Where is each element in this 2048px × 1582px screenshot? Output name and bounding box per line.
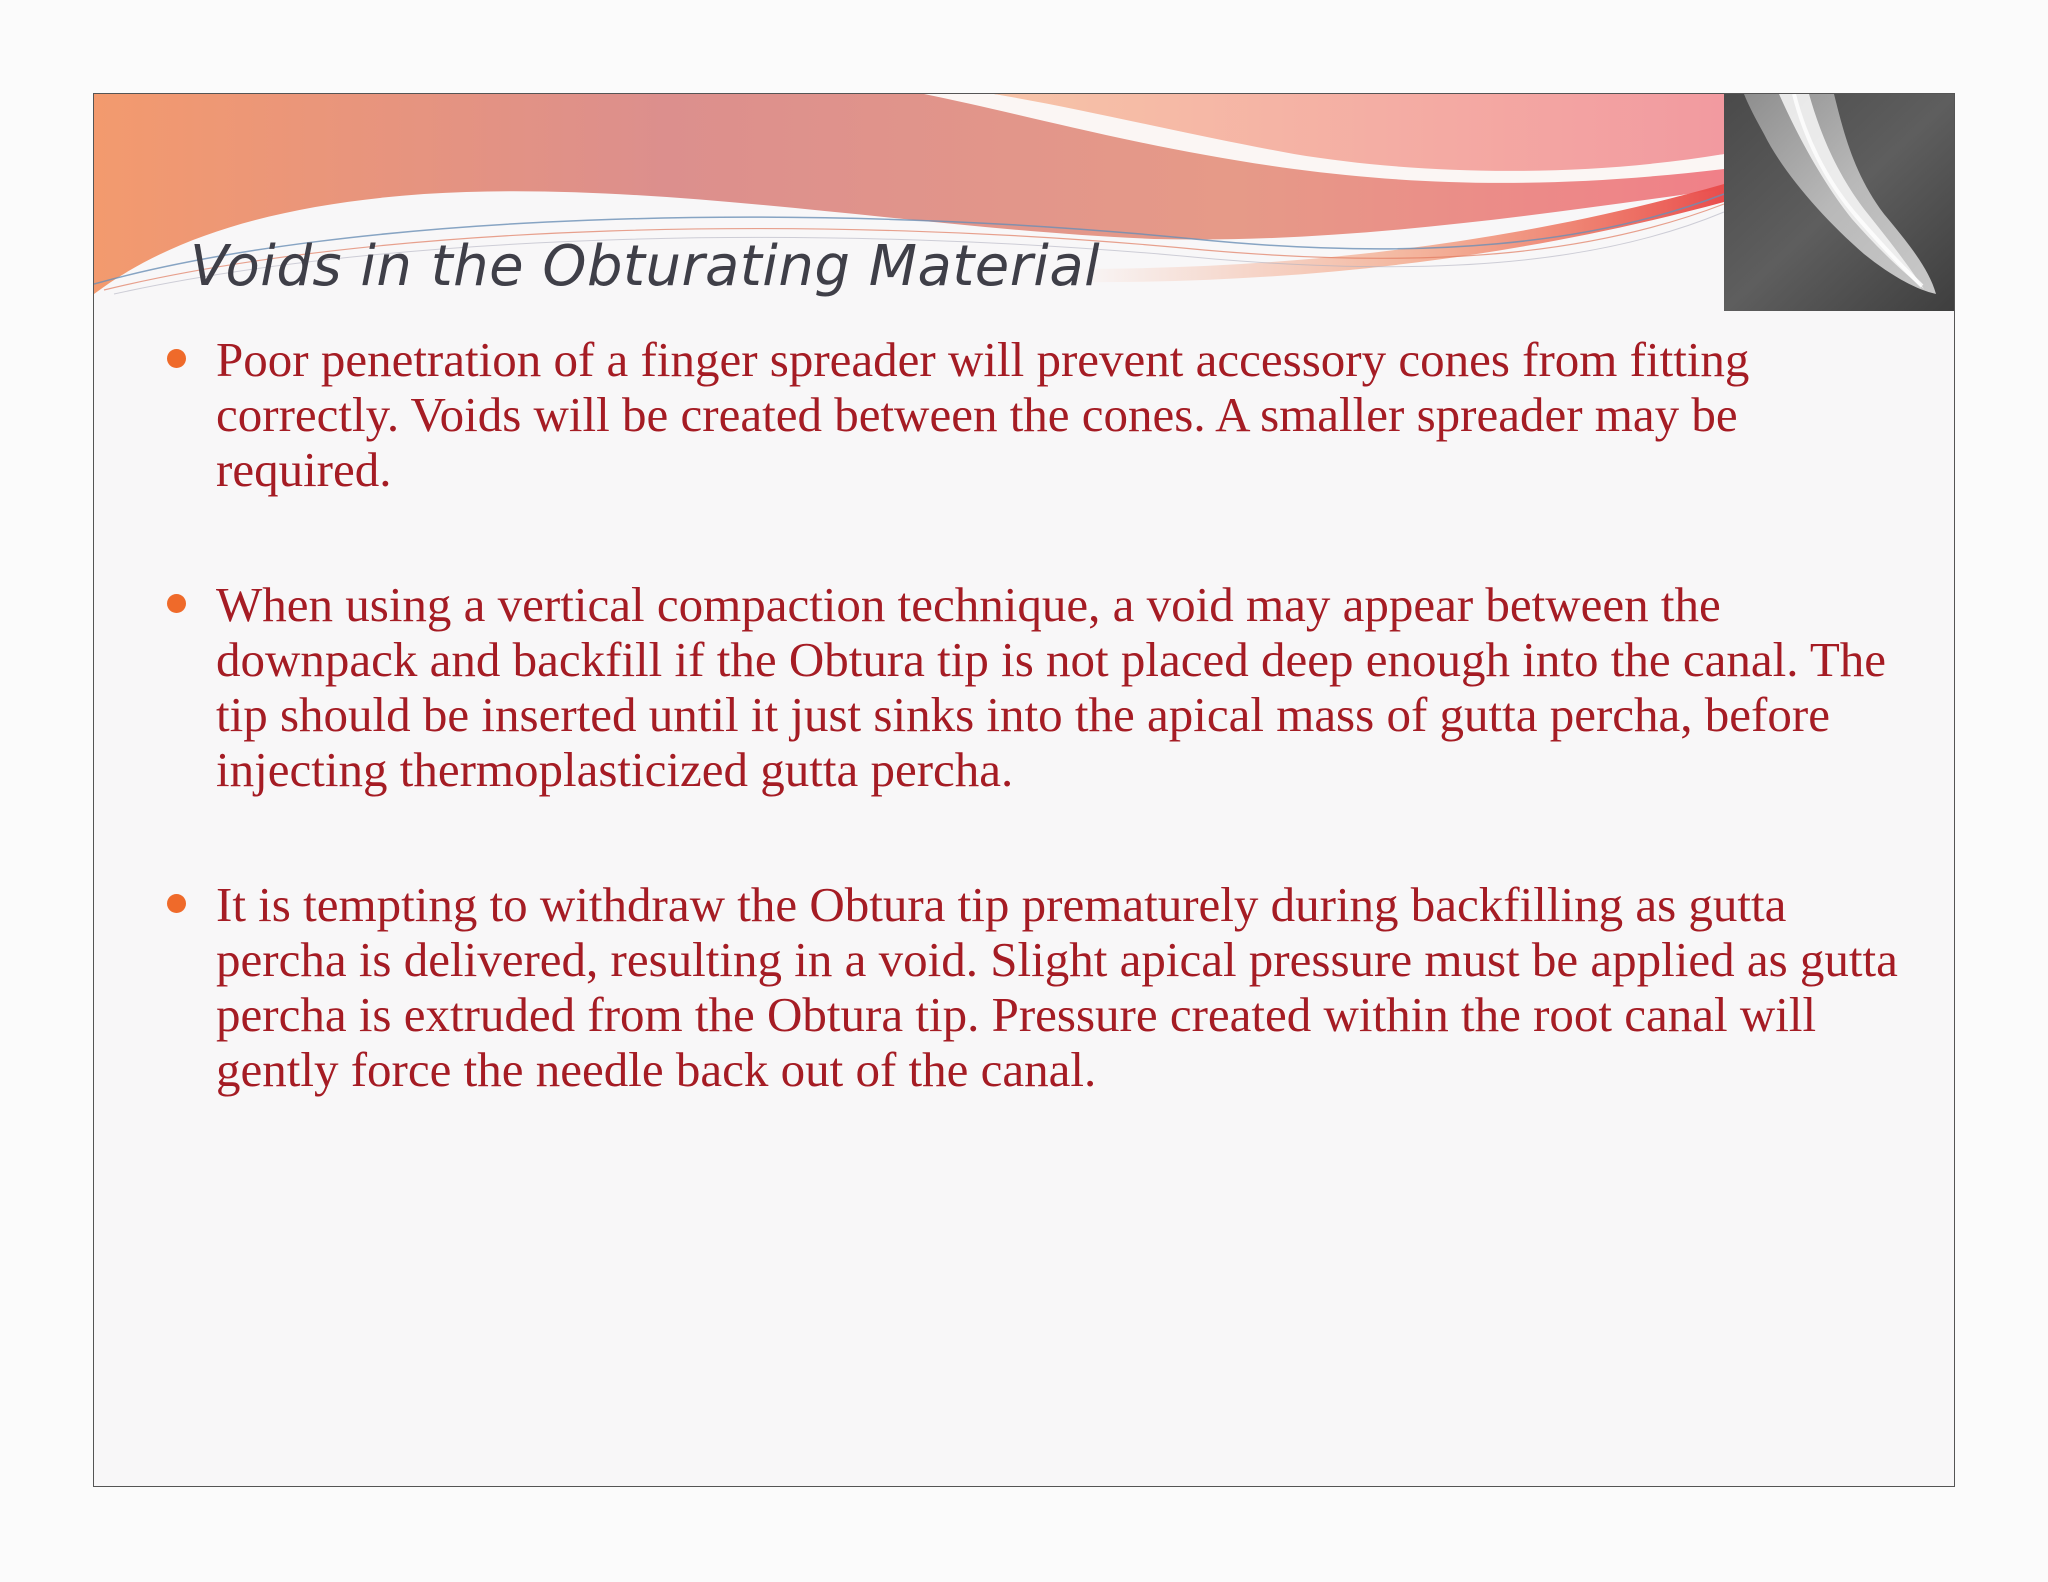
bullet-text: Poor penetration of a finger spreader will prevent accessory cones from fitting correctly. Voids will be created between the cones. A smaller spreader may be required.	[216, 332, 1750, 497]
bullet-text: It is tempting to withdraw the Obtura tip prematurely during backfilling as gutta percha is delivered, resulting in a void. Slight apical pressure must be applied as gutta percha is extruded from the Obtura tip. Pressure created within the root canal will gently force the needle back out of the canal.	[216, 877, 1898, 1097]
bullet-item	[164, 577, 1904, 797]
bullet-list	[164, 332, 1904, 1177]
bullet-item	[164, 332, 1904, 497]
bullet-text: When using a vertical compaction technique, a void may appear between the downpack and backfill if the Obtura tip is not placed deep enough into the canal. The tip should be inserted until it just sinks into the apical mass of gutta percha, before injecting thermoplasticized gutta percha.	[216, 577, 1887, 797]
bullet-dot-icon	[167, 894, 186, 913]
bullet-dot-icon	[167, 349, 186, 368]
dental-xray-image	[1724, 94, 1955, 311]
bullet-dot-icon	[167, 594, 186, 613]
slide-title: Voids in the Obturating Material	[190, 234, 1101, 299]
slide	[93, 93, 1955, 1487]
bullet-item	[164, 877, 1904, 1097]
